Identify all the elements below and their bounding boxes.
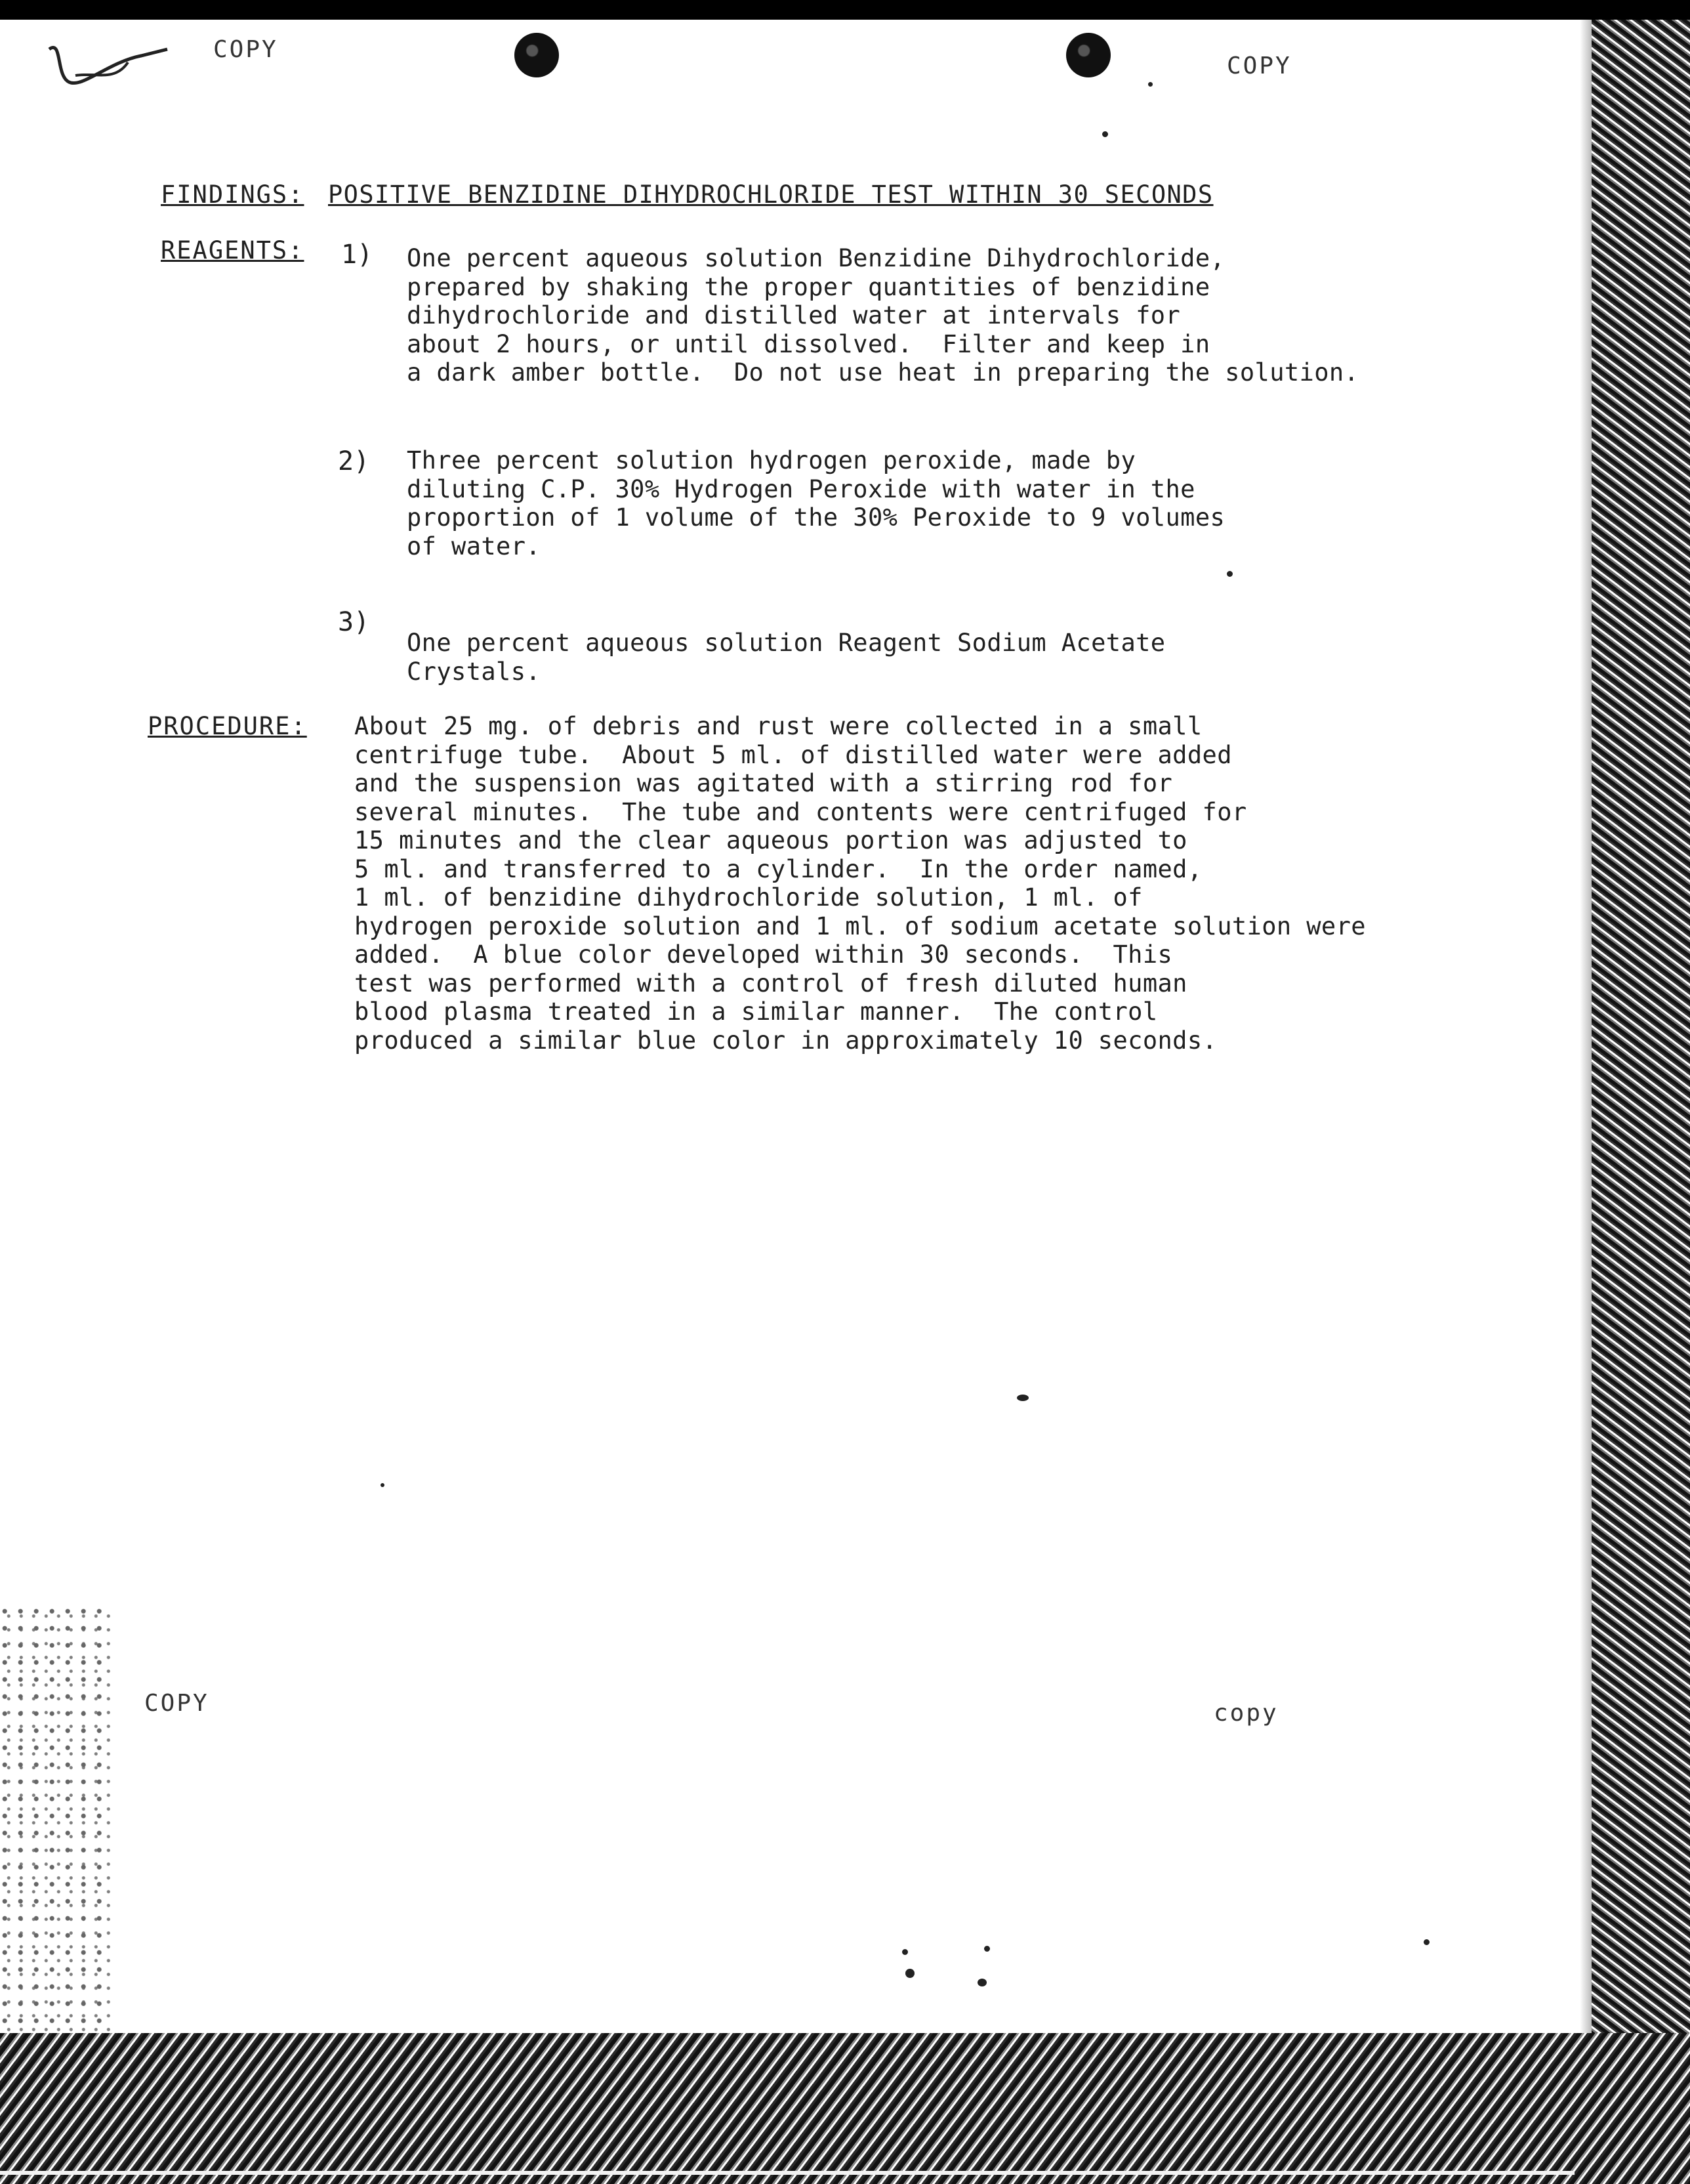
speck [905, 1969, 915, 1978]
speck [902, 1949, 908, 1955]
seal-icon [1066, 33, 1111, 77]
speck [1017, 1395, 1029, 1401]
handwritten-mark-icon [36, 36, 180, 95]
reagent-number: 3) [338, 607, 370, 637]
procedure-label: PROCEDURE: [148, 712, 307, 740]
scan-top-edge [0, 0, 1690, 20]
scan-bottom-line [0, 2171, 1575, 2175]
reagent-item-text: One percent aqueous solution Reagent Sodium Acetate Crystals. [407, 629, 1166, 686]
scan-right-edge [1592, 20, 1690, 2184]
scan-left-speckle [0, 1608, 112, 2034]
procedure-text: About 25 mg. of debris and rust were collected in a small centrifuge tube. About 5 ml. of distilled water were added and the suspension was agitated with a stirring rod for several minutes. The tube and contents were centrifuged for 15 minutes and the clear aqueous portion was adjusted to 5 ml. and transferred to a cylinder. In the order named, 1 ml. of benzidine dihydrochloride solution, 1 ml. of hydrogen peroxide solution and 1 ml. of sodium acetate solution were added. A blue color developed within 30 seconds. This test was performed with a control of fresh diluted human blood plasma treated in a similar manner. The control produced a similar blue color in approximately 10 seconds. [354, 712, 1366, 1055]
seal-icon [514, 33, 559, 77]
reagent-number: 2) [338, 446, 370, 476]
reagents-label: REAGENTS: [161, 236, 304, 264]
speck [1227, 571, 1233, 577]
speck [984, 1946, 990, 1952]
reagent-item-text: Three percent solution hydrogen peroxide, made by diluting C.P. 30% Hydrogen Peroxide with water in the proportion of 1 volume of the 30% Peroxide to 9 volumes of water. [407, 446, 1226, 560]
speck [1424, 1939, 1430, 1945]
findings-text: POSITIVE BENZIDINE DIHYDROCHLORIDE TEST WITHIN 30 SECONDS [328, 180, 1214, 209]
reagent-item-text: One percent aqueous solution Benzidine Dihydrochloride, prepared by shaking the proper quantities of benzidine dihydrochloride and distilled water at intervals for about 2 hours, or until dissolved. Filter and keep in a dark amber bottle. Do not use heat in preparing the solution. [407, 244, 1359, 387]
copy-stamp-bottom-left: COPY [144, 1690, 209, 1717]
speck [1102, 131, 1108, 137]
reagent-number: 1) [341, 240, 373, 270]
copy-stamp-bottom-right: copy [1214, 1700, 1279, 1727]
scan-right-shadow [1580, 20, 1592, 2061]
copy-stamp-top-right: COPY [1227, 52, 1292, 79]
speck [1148, 82, 1153, 87]
speck [978, 1979, 987, 1986]
speck [381, 1483, 384, 1487]
findings-label: FINDINGS: [161, 180, 304, 209]
copy-stamp-top-left: COPY [213, 36, 278, 63]
scan-bottom-edge [0, 2033, 1690, 2184]
